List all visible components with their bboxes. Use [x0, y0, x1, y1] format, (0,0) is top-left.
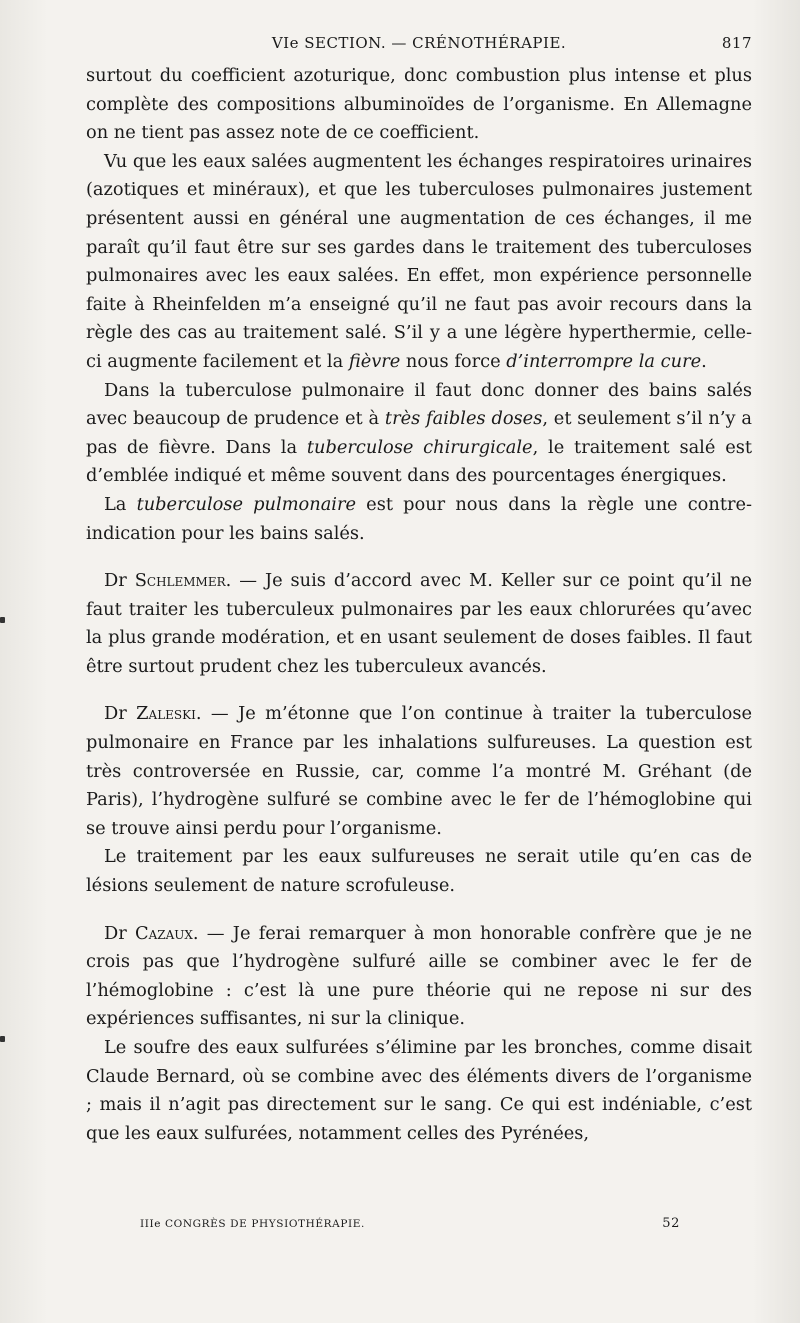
- footer: [140, 1216, 700, 1236]
- text-run: La: [104, 493, 137, 515]
- italic-text: fièvre: [348, 350, 401, 372]
- text-run: Vu que les eaux salées augmentent les échanges respiratoires urinaires (azotiques et minéraux), et que les tuberculoses pulmonaires justement présentent aussi en général une augmentation de ces échanges, il me paraît qu’il faut être sur ses gardes dans le traitement des tuberculoses pulmonaires avec les eaux salées. En effet, mon expérience personnelle faite à Rheinfelden m’a enseigné qu’il ne faut pas avoir recours dans la règle des cas au traitement salé. S’il y a une légère hyperthermie, celle-ci augmente facilement et la: [86, 150, 752, 372]
- body-text: [86, 62, 752, 1148]
- paragraph-schlemmer: [86, 567, 752, 681]
- text-run: Le soufre des eaux sulfurées s’élimine par les bronches, comme disait Claude Bernard, où se combine avec des éléments divers de l’organisme ; mais il n’agit pas directement sur le sang. Ce qui est indéniable, c’est que les eaux sulfurées, notamment celles des Pyrénées,: [86, 1037, 752, 1144]
- margin-mark: [0, 1036, 5, 1042]
- page-number: 817: [721, 34, 752, 52]
- speaker-name: Cazaux: [134, 922, 193, 944]
- running-header: [86, 34, 752, 56]
- footer-congress: IIIe CONGRÈS DE PHYSIOTHÉRAPIE.: [140, 1218, 365, 1230]
- italic-text: d’interrompre la cure: [506, 350, 702, 372]
- paragraph-continuation: [86, 62, 752, 148]
- paragraph-zaleski: [86, 700, 752, 843]
- italic-text: très faibles doses: [384, 408, 543, 430]
- margin-mark: [0, 617, 5, 623]
- italic-text: tuberculose pulmonaire: [136, 493, 357, 515]
- paragraph-sulfur-treatment: [86, 843, 752, 900]
- paragraph-salt-waters: [86, 148, 752, 377]
- section-title: VIe SECTION. — CRÉNOTHÉRAPIE.: [271, 34, 567, 52]
- text-run: . — Je suis d’accord avec M. Keller sur ce point qu’il ne faut traiter les tuberculeux pulmonaires par les eaux chlorurées qu’avec la plus grande modération, et en usant seulement de doses faibles. Il faut être surtout prudent chez les tuberculeux avancés.: [86, 570, 752, 677]
- text-run: Dr: [104, 703, 137, 725]
- speaker-name: Schlemmer: [134, 570, 226, 592]
- text-run: nous force: [400, 350, 507, 372]
- paragraph-sulfur-elimination: [86, 1034, 752, 1148]
- text-run: Dr: [104, 570, 135, 592]
- text-run: . — Je ferai remarquer à mon honorable confrère que je ne crois pas que l’hydrogène sulfuré aille se combiner avec le fer de l’hémoglobine : c’est là une pure théorie qui ne repose ni sur des expériences suffisantes, ni sur la clinique.: [86, 922, 752, 1030]
- paragraph-cazaux: [86, 920, 752, 1034]
- signature-number: 52: [662, 1216, 680, 1231]
- italic-text: tuberculose chirurgicale: [306, 436, 533, 458]
- text-run: .: [701, 350, 707, 372]
- text-run: est pour nous dans la règle une contre-indication pour les bains salés.: [86, 493, 752, 544]
- text-run: , le traitement salé est d’emblée indiqué et même souvent dans des pourcentages énergiques.: [86, 436, 752, 487]
- text-run: . — Je m’étonne que l’on continue à traiter la tuberculose pulmonaire en France par les inhalations sulfureuses. La question est très controversée en Russie, car, comme l’a montré M. Gréhant (de Paris), l’hydrogène sulfuré se combine avec le fer de l’hémoglobine qui se trouve ainsi perdu pour l’organisme.: [86, 703, 752, 839]
- text-run: surtout du coefficient azoturique, donc combustion plus intense et plus complète des compositions albuminoïdes de l’organisme. En Allemagne on ne tient pas assez note de ce coefficient.: [86, 65, 752, 144]
- paragraph-pulmonary-baths: [86, 377, 752, 491]
- text-run: Dans la tuberculose pulmonaire il faut donc donner des bains salés avec beaucoup de prudence et à: [86, 379, 752, 430]
- text-run: Dr: [104, 922, 135, 944]
- text-run: Le traitement par les eaux sulfureuses ne serait utile qu’en cas de lésions seulement de nature scrofuleuse.: [86, 846, 752, 897]
- speaker-name: Zaleski: [136, 703, 196, 725]
- paragraph-contraindication: [86, 491, 752, 548]
- text-run: , et seulement s’il n’y a pas de fièvre. Dans la: [86, 408, 752, 458]
